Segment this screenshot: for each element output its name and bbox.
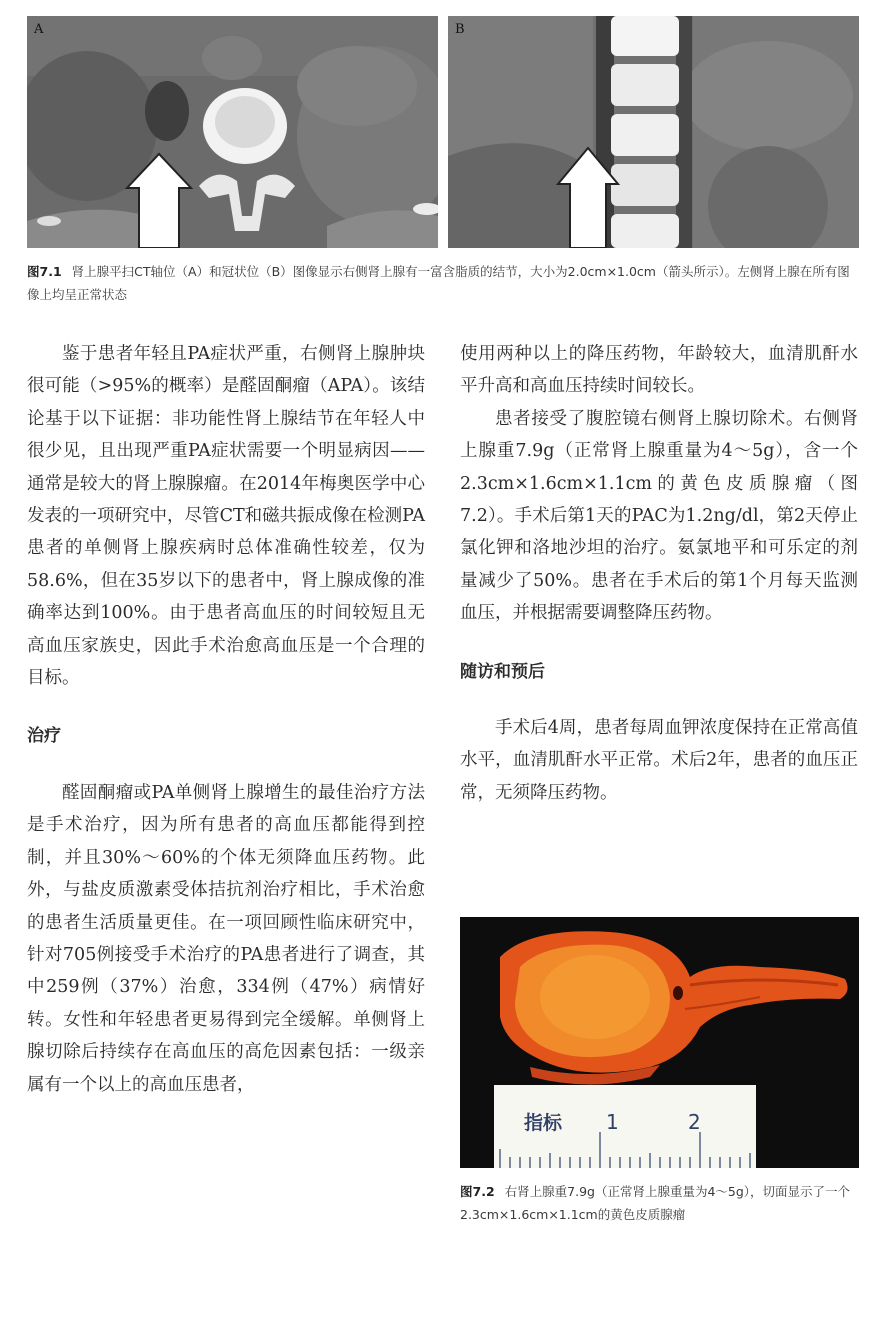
adrenal-specimen-photo xyxy=(460,917,859,1168)
panel-label-a: A xyxy=(34,22,44,37)
right-text-column xyxy=(460,338,858,809)
ct-axial-drawing xyxy=(27,16,438,248)
figure-7-1-number: 图7.1 xyxy=(27,264,62,279)
ruler-label: 指标 xyxy=(524,1112,563,1134)
heading-treatment: 治疗 xyxy=(27,726,61,747)
figure-7-2-caption-text: 右肾上腺重7.9g（正常肾上腺重量为4～5g），切面显示了一个2.3cm×1.6cm×1.1cm的黄色皮质腺瘤 xyxy=(460,1184,851,1222)
paragraph-diagnosis: 鉴于患者年轻且PA症状严重，右侧肾上腺肿块很可能（>95%的概率）是醛固酮瘤（APA）。该结论基于以下证据：非功能性肾上腺结节在年轻人中很少见，且出现严重PA症状需要一个明显病因——通常是较大的肾上腺腺瘤。在2014年梅奥医学中心发表的一项研究中，尽管CT和磁共振成像在检测PA患者的单侧肾上腺疾病时总体准确性较差，仅为58.6%，但在35岁以下的患者中，肾上腺成像的准确率达到100%。由于患者高血压的时间较短且无高血压家族史，因此手术治愈高血压是一个合理的目标。 xyxy=(27,344,425,689)
figure-7-1-caption-text: 肾上腺平扫CT轴位（A）和冠状位（B）图像显示右侧肾上腺有一富含脂质的结节，大小为2.0cm×1.0cm（箭头所示）。左侧肾上腺在所有图像上均呈正常状态 xyxy=(27,264,850,302)
figure-7-2-caption xyxy=(460,1180,860,1226)
heading-followup: 随访和预后 xyxy=(460,661,545,682)
panel-label-b: B xyxy=(455,22,465,37)
ct-coronal-image xyxy=(448,16,859,248)
ruler-tick-label-2: 2 xyxy=(688,1110,701,1134)
ruler-tick-label-1: 1 xyxy=(606,1110,619,1134)
specimen-drawing xyxy=(460,917,859,1168)
paragraph-risk-factors-cont: 使用两种以上的降压药物，年龄较大，血清肌酐水平升高和高血压持续时间较长。 xyxy=(460,344,858,397)
figure-7-2-number: 图7.2 xyxy=(460,1184,495,1199)
left-text-column xyxy=(27,338,425,1101)
paragraph-treatment: 醛固酮瘤或PA单侧肾上腺增生的最佳治疗方法是手术治疗，因为所有患者的高血压都能得到控制，并且30%～60%的个体无须降血压药物。此外，与盐皮质激素受体拮抗剂治疗相比，手术治愈的患者生活质量更佳。在一项回顾性临床研究中，针对705例接受手术治疗的PA患者进行了调查，其中259例（37%）治愈，334例（47%）病情好转。女性和年轻患者更易得到完全缓解。单侧肾上腺切除后持续存在高血压的高危因素包括：一级亲属有一个以上的高血压患者， xyxy=(27,782,425,1095)
paragraph-followup: 手术后4周，患者每周血钾浓度保持在正常高值水平，血清肌酐水平正常。术后2年，患者的血压正常，无须降压药物。 xyxy=(460,718,858,803)
ct-axial-image xyxy=(27,16,438,248)
figure-7-1-caption xyxy=(27,260,861,306)
ct-coronal-drawing xyxy=(448,16,859,248)
paragraph-surgery: 患者接受了腹腔镜右侧肾上腺切除术。右侧肾上腺重7.9g（正常肾上腺重量为4～5g），含一个2.3cm×1.6cm×1.1cm的黄色皮质腺瘤（图7.2）。手术后第1天的PAC为1.2ng/dl，第2天停止氯化钾和洛地沙坦的治疗。氨氯地平和可乐定的剂量减少了50%。患者在手术后的第1个月每天监测血压，并根据需要调整降压药物。 xyxy=(460,408,858,624)
